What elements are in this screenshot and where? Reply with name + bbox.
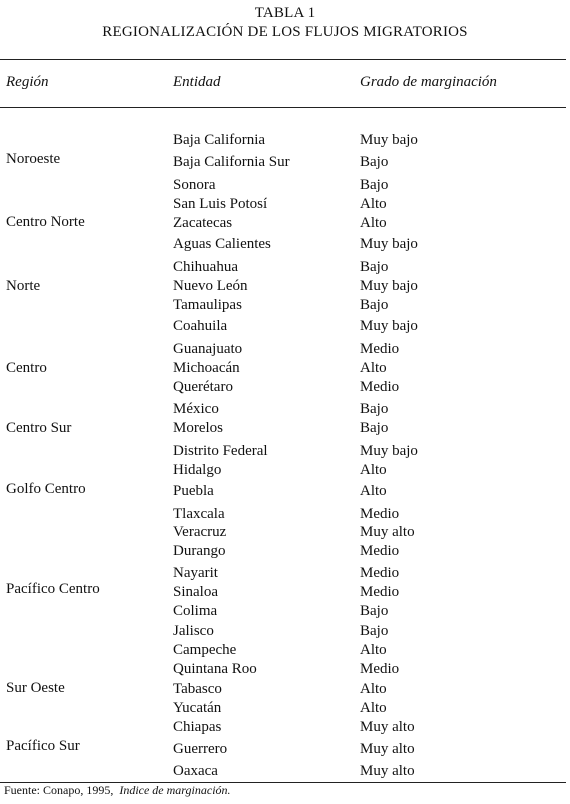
row-grado: Bajo <box>360 623 389 639</box>
row-grado: Bajo <box>360 259 389 275</box>
row-entidad: Distrito Federal <box>173 443 268 459</box>
row-entidad: Yucatán <box>173 700 222 716</box>
region-label: Centro <box>6 360 47 376</box>
row-grado: Muy bajo <box>360 318 418 334</box>
region-label: Golfo Centro <box>6 481 86 497</box>
footer-title: Indice de marginación. <box>119 783 231 797</box>
row-entidad: Baja California Sur <box>173 154 290 170</box>
footer-source: Fuente: Conapo, 1995, <box>4 783 114 797</box>
row-grado: Alto <box>360 215 387 231</box>
row-grado: Muy bajo <box>360 443 418 459</box>
row-grado: Alto <box>360 360 387 376</box>
row-entidad: Nuevo León <box>173 278 248 294</box>
row-grado: Alto <box>360 642 387 658</box>
table-subtitle: REGIONALIZACIÓN DE LOS FLUJOS MIGRATORIOS <box>102 24 468 40</box>
row-entidad: Morelos <box>173 420 223 436</box>
row-entidad: Durango <box>173 543 226 559</box>
row-grado: Alto <box>360 196 387 212</box>
row-entidad: México <box>173 401 219 417</box>
row-entidad: Chiapas <box>173 719 222 735</box>
region-label: Pacífico Centro <box>6 581 100 597</box>
row-grado: Medio <box>360 506 400 522</box>
header-region: Región <box>6 74 49 90</box>
row-entidad: Coahuila <box>173 318 228 334</box>
row-grado: Medio <box>360 565 400 581</box>
row-entidad: Quintana Roo <box>173 661 257 677</box>
row-entidad: Tamaulipas <box>173 297 242 313</box>
row-grado: Medio <box>360 584 400 600</box>
row-grado: Alto <box>360 700 387 716</box>
row-entidad: Hidalgo <box>173 462 222 478</box>
row-entidad: Veracruz <box>173 524 227 540</box>
row-entidad: Campeche <box>173 642 237 658</box>
region-label: Centro Sur <box>6 420 72 436</box>
region-label: Centro Norte <box>6 214 85 230</box>
table-title: TABLA 1 <box>254 5 316 21</box>
row-grado: Bajo <box>360 401 389 417</box>
row-entidad: Baja California <box>173 132 266 148</box>
row-entidad: Chihuahua <box>173 259 238 275</box>
row-entidad: Michoacán <box>173 360 240 376</box>
row-entidad: Guerrero <box>173 741 228 757</box>
row-grado: Medio <box>360 379 400 395</box>
row-grado: Alto <box>360 462 387 478</box>
row-entidad: Sinaloa <box>173 584 218 600</box>
region-label: Norte <box>6 278 41 294</box>
header-entidad: Entidad <box>173 74 221 90</box>
row-entidad: Jalisco <box>173 623 214 639</box>
region-label: Noroeste <box>6 151 61 167</box>
row-entidad: San Luis Potosí <box>173 196 268 212</box>
row-grado: Muy bajo <box>360 132 418 148</box>
table-footer <box>4 783 231 798</box>
row-grado: Alto <box>360 681 387 697</box>
row-entidad: Aguas Calientes <box>173 236 271 252</box>
row-entidad: Tlaxcala <box>173 506 225 522</box>
region-label: Sur Oeste <box>6 680 65 696</box>
row-entidad: Nayarit <box>173 565 218 581</box>
row-grado: Bajo <box>360 177 389 193</box>
row-entidad: Puebla <box>173 483 214 499</box>
row-entidad: Oaxaca <box>173 763 218 779</box>
row-grado: Muy bajo <box>360 278 418 294</box>
row-grado: Medio <box>360 341 400 357</box>
row-grado: Muy alto <box>360 741 415 757</box>
row-grado: Muy alto <box>360 719 415 735</box>
row-grado: Muy alto <box>360 524 415 540</box>
region-label: Pacífico Sur <box>6 738 80 754</box>
row-grado: Bajo <box>360 420 389 436</box>
row-entidad: Tabasco <box>173 681 222 697</box>
row-entidad: Sonora <box>173 177 216 193</box>
row-entidad: Guanajuato <box>173 341 243 357</box>
row-grado: Alto <box>360 483 387 499</box>
row-grado: Medio <box>360 661 400 677</box>
row-grado: Muy bajo <box>360 236 418 252</box>
row-grado: Bajo <box>360 603 389 619</box>
row-entidad: Zacatecas <box>173 215 233 231</box>
row-grado: Muy alto <box>360 763 415 779</box>
row-grado: Medio <box>360 543 400 559</box>
row-grado: Bajo <box>360 154 389 170</box>
row-entidad: Colima <box>173 603 218 619</box>
header-grado: Grado de marginación <box>360 74 497 90</box>
row-entidad: Querétaro <box>173 379 233 395</box>
row-grado: Bajo <box>360 297 389 313</box>
